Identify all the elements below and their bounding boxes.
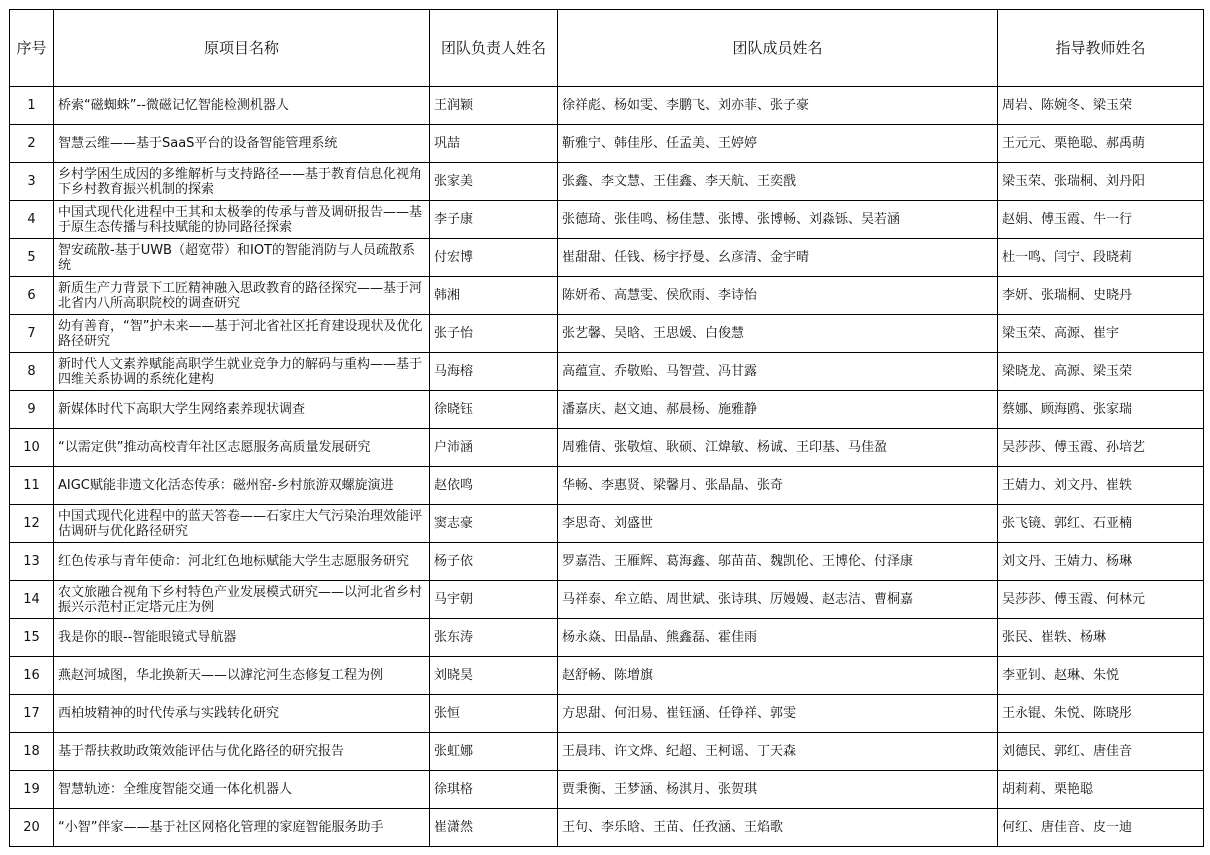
row-index: 5 (10, 239, 54, 277)
advisor-names: 刘德民、郭红、唐佳音 (998, 733, 1204, 771)
advisor-names: 何红、唐佳音、皮一迪 (998, 809, 1204, 847)
leader-name: 刘晓昊 (430, 657, 558, 695)
table-row (10, 391, 1204, 429)
header-leader-name: 团队负责人姓名 (430, 10, 558, 87)
table-row (10, 695, 1204, 733)
row-index: 19 (10, 771, 54, 809)
leader-name: 张虹娜 (430, 733, 558, 771)
row-index: 9 (10, 391, 54, 429)
leader-name: 王润颖 (430, 87, 558, 125)
header-project-name: 原项目名称 (54, 10, 430, 87)
advisor-names: 张飞镜、郭红、石亚楠 (998, 505, 1204, 543)
row-index: 11 (10, 467, 54, 505)
project-name: 桥索“磁蜘蛛”--微磁记忆智能检测机器人 (54, 87, 430, 125)
row-index: 20 (10, 809, 54, 847)
row-index: 10 (10, 429, 54, 467)
row-index: 17 (10, 695, 54, 733)
leader-name: 马海榕 (430, 353, 558, 391)
member-names: 徐祥彪、杨如雯、李鹏飞、刘亦菲、张子豪 (558, 87, 998, 125)
project-name: AIGC赋能非遗文化活态传承：磁州窑-乡村旅游双螺旋演进 (54, 467, 430, 505)
leader-name: 张子怡 (430, 315, 558, 353)
leader-name: 户沛涵 (430, 429, 558, 467)
header-index: 序号 (10, 10, 54, 87)
row-index: 13 (10, 543, 54, 581)
member-names: 陈妍希、高慧雯、侯欣雨、李诗怡 (558, 277, 998, 315)
project-name: 农文旅融合视角下乡村特色产业发展模式研究——以河北省乡村振兴示范村正定塔元庄为例 (54, 581, 430, 619)
table-row (10, 619, 1204, 657)
project-name: 乡村学困生成因的多维解析与支持路径——基于教育信息化视角下乡村教育振兴机制的探索 (54, 163, 430, 201)
member-names: 华畅、李惠贤、梁馨月、张晶晶、张奇 (558, 467, 998, 505)
project-name: 智慧云维——基于SaaS平台的设备智能管理系统 (54, 125, 430, 163)
advisor-names: 杜一鸣、闫宁、段晓莉 (998, 239, 1204, 277)
table-body (10, 87, 1204, 847)
leader-name: 杨子依 (430, 543, 558, 581)
project-name: 新质生产力背景下工匠精神融入思政教育的路径探究——基于河北省内八所高职院校的调查研究 (54, 277, 430, 315)
member-names: 罗嘉浩、王雁辉、葛海鑫、邬苗苗、魏凯伦、王博伦、付泽康 (558, 543, 998, 581)
advisor-names: 胡莉莉、栗艳聪 (998, 771, 1204, 809)
table-row (10, 505, 1204, 543)
project-name: 智安疏散-基于UWB（超宽带）和IOT的智能消防与人员疏散系统 (54, 239, 430, 277)
advisor-names: 吴莎莎、傅玉霞、孙培艺 (998, 429, 1204, 467)
project-table (9, 9, 1204, 847)
header-row (10, 10, 1204, 87)
project-name: 基于帮扶救助政策效能评估与优化路径的研究报告 (54, 733, 430, 771)
row-index: 4 (10, 201, 54, 239)
member-names: 张德琦、张佳鸣、杨佳慧、张博、张博畅、刘淼铄、吴若涵 (558, 201, 998, 239)
row-index: 7 (10, 315, 54, 353)
table-header (10, 10, 1204, 87)
project-name: 新时代人文素养赋能高职学生就业竞争力的解码与重构——基于四维关系协调的系统化建构 (54, 353, 430, 391)
project-name: 西柏坡精神的时代传承与实践转化研究 (54, 695, 430, 733)
row-index: 15 (10, 619, 54, 657)
advisor-names: 赵娟、傅玉霞、牛一行 (998, 201, 1204, 239)
row-index: 14 (10, 581, 54, 619)
row-index: 8 (10, 353, 54, 391)
leader-name: 崔潇然 (430, 809, 558, 847)
member-names: 李思奇、刘盛世 (558, 505, 998, 543)
row-index: 2 (10, 125, 54, 163)
table-row (10, 467, 1204, 505)
leader-name: 付宏博 (430, 239, 558, 277)
advisor-names: 王元元、栗艳聪、郝禹萌 (998, 125, 1204, 163)
advisor-names: 梁晓龙、高源、梁玉荣 (998, 353, 1204, 391)
table-row (10, 87, 1204, 125)
leader-name: 赵依鸣 (430, 467, 558, 505)
row-index: 6 (10, 277, 54, 315)
member-names: 高蕴宣、乔敬贻、马智萱、冯甘露 (558, 353, 998, 391)
table-row (10, 125, 1204, 163)
member-names: 赵舒畅、陈增旗 (558, 657, 998, 695)
advisor-names: 王永锟、朱悦、陈晓彤 (998, 695, 1204, 733)
member-names: 贾秉衡、王梦涵、杨淇月、张贺琪 (558, 771, 998, 809)
header-advisors: 指导教师姓名 (998, 10, 1204, 87)
project-name: 幼有善育，“智”护未来——基于河北省社区托育建设现状及优化路径研究 (54, 315, 430, 353)
row-index: 3 (10, 163, 54, 201)
table-row (10, 429, 1204, 467)
advisor-names: 吴莎莎、傅玉霞、何林元 (998, 581, 1204, 619)
advisor-names: 李妍、张瑞桐、史晓丹 (998, 277, 1204, 315)
leader-name: 徐琪格 (430, 771, 558, 809)
member-names: 杨永焱、田晶晶、熊鑫磊、霍佳雨 (558, 619, 998, 657)
leader-name: 窦志豪 (430, 505, 558, 543)
advisor-names: 李亚钊、赵琳、朱悦 (998, 657, 1204, 695)
table-row (10, 771, 1204, 809)
member-names: 王晨玮、许文烨、纪超、王柯谣、丁天森 (558, 733, 998, 771)
table-row (10, 163, 1204, 201)
table-row (10, 733, 1204, 771)
row-index: 12 (10, 505, 54, 543)
project-name: 智慧轨迹：全维度智能交通一体化机器人 (54, 771, 430, 809)
member-names: 张鑫、李文慧、王佳鑫、李天航、王奕戬 (558, 163, 998, 201)
leader-name: 巩喆 (430, 125, 558, 163)
advisor-names: 梁玉荣、张瑞桐、刘丹阳 (998, 163, 1204, 201)
project-name: 中国式现代化进程中王其和太极拳的传承与普及调研报告——基于原生态传播与科技赋能的协同路径探索 (54, 201, 430, 239)
leader-name: 张恒 (430, 695, 558, 733)
leader-name: 徐晓钰 (430, 391, 558, 429)
advisor-names: 刘文丹、王婧力、杨琳 (998, 543, 1204, 581)
row-index: 18 (10, 733, 54, 771)
table-row (10, 543, 1204, 581)
member-names: 张艺馨、吴晗、王思媛、白俊慧 (558, 315, 998, 353)
project-name: 新媒体时代下高职大学生网络素养现状调查 (54, 391, 430, 429)
header-members: 团队成员姓名 (558, 10, 998, 87)
table-row (10, 353, 1204, 391)
table-row (10, 315, 1204, 353)
advisor-names: 王婧力、刘文丹、崔轶 (998, 467, 1204, 505)
row-index: 1 (10, 87, 54, 125)
table-row (10, 201, 1204, 239)
project-name: 我是你的眼--智能眼镜式导航器 (54, 619, 430, 657)
table-row (10, 809, 1204, 847)
leader-name: 马宇朝 (430, 581, 558, 619)
project-name: 红色传承与青年使命：河北红色地标赋能大学生志愿服务研究 (54, 543, 430, 581)
table-row (10, 277, 1204, 315)
advisor-names: 张民、崔轶、杨琳 (998, 619, 1204, 657)
leader-name: 李子康 (430, 201, 558, 239)
row-index: 16 (10, 657, 54, 695)
project-name: 中国式现代化进程中的蓝天答卷——石家庄大气污染治理效能评估调研与优化路径研究 (54, 505, 430, 543)
member-names: 靳雅宁、韩佳彤、任孟美、王婷婷 (558, 125, 998, 163)
member-names: 方思甜、何汨易、崔钰涵、任铮祥、郭雯 (558, 695, 998, 733)
leader-name: 张东涛 (430, 619, 558, 657)
table-row (10, 657, 1204, 695)
leader-name: 韩湘 (430, 277, 558, 315)
project-name: “小智”伴家——基于社区网格化管理的家庭智能服务助手 (54, 809, 430, 847)
advisor-names: 梁玉荣、高源、崔宇 (998, 315, 1204, 353)
advisor-names: 蔡娜、顾海鸥、张家瑞 (998, 391, 1204, 429)
member-names: 王句、李乐晗、王苗、任孜涵、王焰歌 (558, 809, 998, 847)
member-names: 马祥泰、牟立皓、周世斌、张诗琪、厉嫚嫚、赵志洁、曹桐嘉 (558, 581, 998, 619)
project-name: “以需定供”推动高校青年社区志愿服务高质量发展研究 (54, 429, 430, 467)
table-row (10, 581, 1204, 619)
project-name: 燕赵河城图，华北换新天——以滹沱河生态修复工程为例 (54, 657, 430, 695)
table-row (10, 239, 1204, 277)
member-names: 崔甜甜、任钱、杨宇抒曼、幺彦清、金宇晴 (558, 239, 998, 277)
leader-name: 张家美 (430, 163, 558, 201)
member-names: 潘嘉庆、赵文迪、郝晨杨、施雅静 (558, 391, 998, 429)
member-names: 周雅倩、张敬煊、耿硕、江煒敏、杨诚、王印基、马佳盈 (558, 429, 998, 467)
advisor-names: 周岩、陈婉冬、梁玉荣 (998, 87, 1204, 125)
